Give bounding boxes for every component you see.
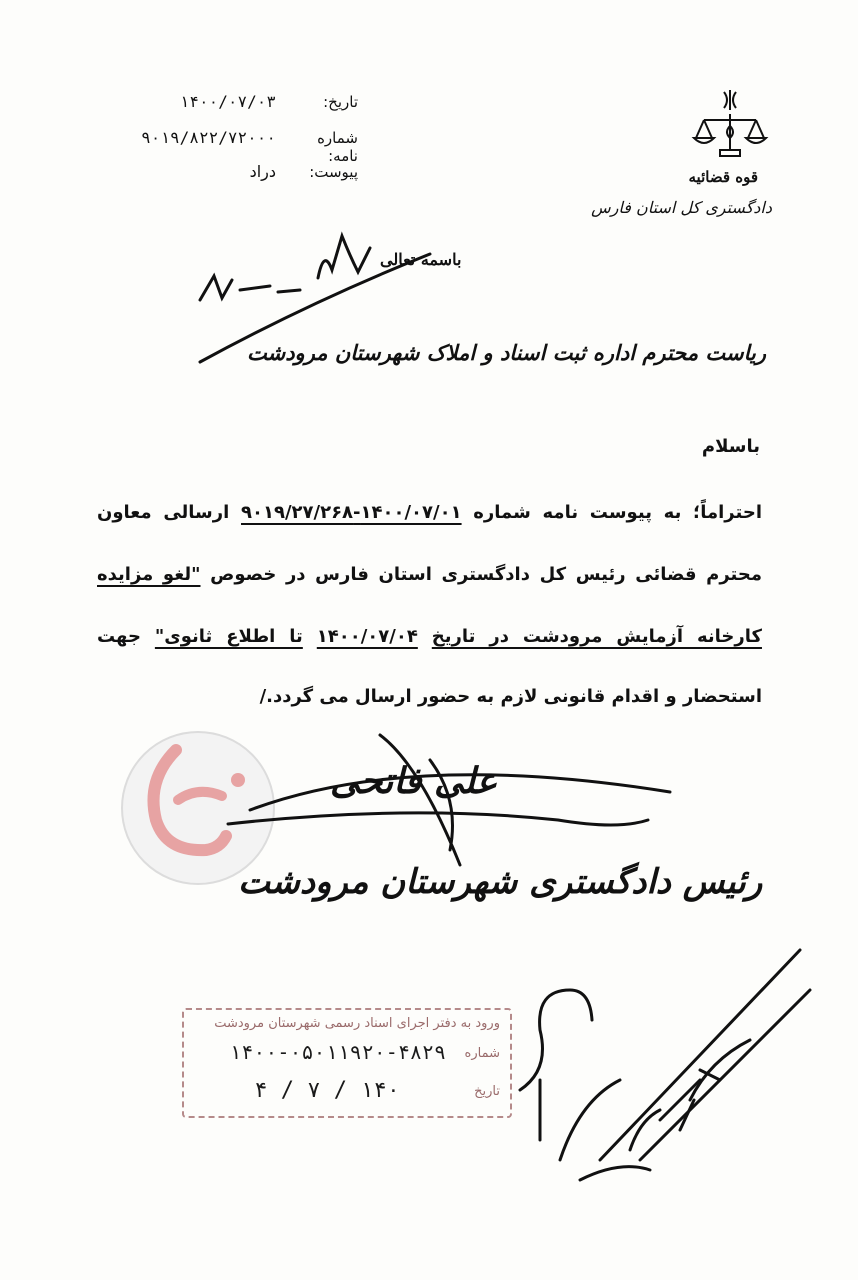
body-text: ارسالی معاون	[97, 502, 230, 523]
meta-attachment	[250, 162, 358, 181]
signer-title: رئیس دادگستری شهرستان مرودشت	[238, 862, 763, 902]
salutation: باسلام	[701, 436, 760, 457]
recipient: ریاست محترم اداره ثبت اسناد و املاک شهرستان مرودشت	[246, 340, 766, 365]
number-value: ۹۰۱۹/۸۲۲/۷۲۰۰۰	[141, 128, 276, 147]
body-text: جهت	[97, 626, 141, 647]
stamp-date-label: تاریخ	[474, 1084, 500, 1099]
org-judiciary: قوه قضائیه	[688, 168, 758, 186]
body-line-1	[97, 502, 762, 523]
subject-date: ۱۴۰۰/۰۷/۰۴	[316, 626, 418, 647]
subject-text: تا اطلاع ثانوی"	[154, 626, 303, 647]
stamp-number-label: شماره	[464, 1046, 500, 1061]
stamp-title: ورود به دفتر اجرای اسناد رسمی شهرستان مرودشت	[214, 1016, 500, 1031]
subject-text: کارخانه آزمایش مرودشت در تاریخ	[431, 626, 762, 647]
handwritten-note	[680, 1040, 750, 1130]
subject-text: "لغو مزایده	[97, 564, 201, 585]
stamp-number: ۱۴۰۰-۰۵۰۱۱۹۲۰-۴۸۲۹	[229, 1040, 446, 1064]
meta-date	[180, 92, 358, 111]
meta-number	[141, 128, 358, 165]
handwritten-note	[520, 990, 620, 1160]
body-line-4: استحضار و اقدام قانونی لازم به حضور ارسال می گردد./	[259, 686, 762, 707]
bismillah: باسمه تعالی	[380, 250, 462, 269]
signer-name: علی فاتحی	[330, 760, 498, 802]
body-line-3	[97, 626, 762, 647]
body-text: احتراماً؛ به پیوست نامه شماره	[473, 502, 762, 523]
registration-stamp	[182, 1008, 512, 1118]
reference-number: ۱۴۰۰/۰۷/۰۱-۹۰۱۹/۲۷/۲۶۸	[241, 502, 462, 523]
body-line-2	[97, 564, 762, 585]
handwritten-note	[580, 1080, 700, 1180]
number-label: شماره نامه:	[317, 129, 358, 165]
attachment-value: دراد	[249, 162, 276, 181]
handwritten-ref-note	[200, 236, 370, 300]
body-text: محترم قضائی رئیس کل دادگستری استان فارس در خصوص	[210, 564, 762, 585]
stamp-date: ۱۴۰ / ۷ / ۴	[254, 1078, 400, 1103]
date-value: ۱۴۰۰/۰۷/۰۳	[179, 92, 276, 111]
date-label: تاریخ:	[323, 93, 358, 111]
diagonal-cross-stroke	[600, 950, 810, 1160]
org-department: دادگستری کل استان فارس	[591, 198, 772, 217]
judiciary-emblem-icon	[690, 88, 770, 178]
attachment-label: پیوست:	[309, 163, 358, 181]
